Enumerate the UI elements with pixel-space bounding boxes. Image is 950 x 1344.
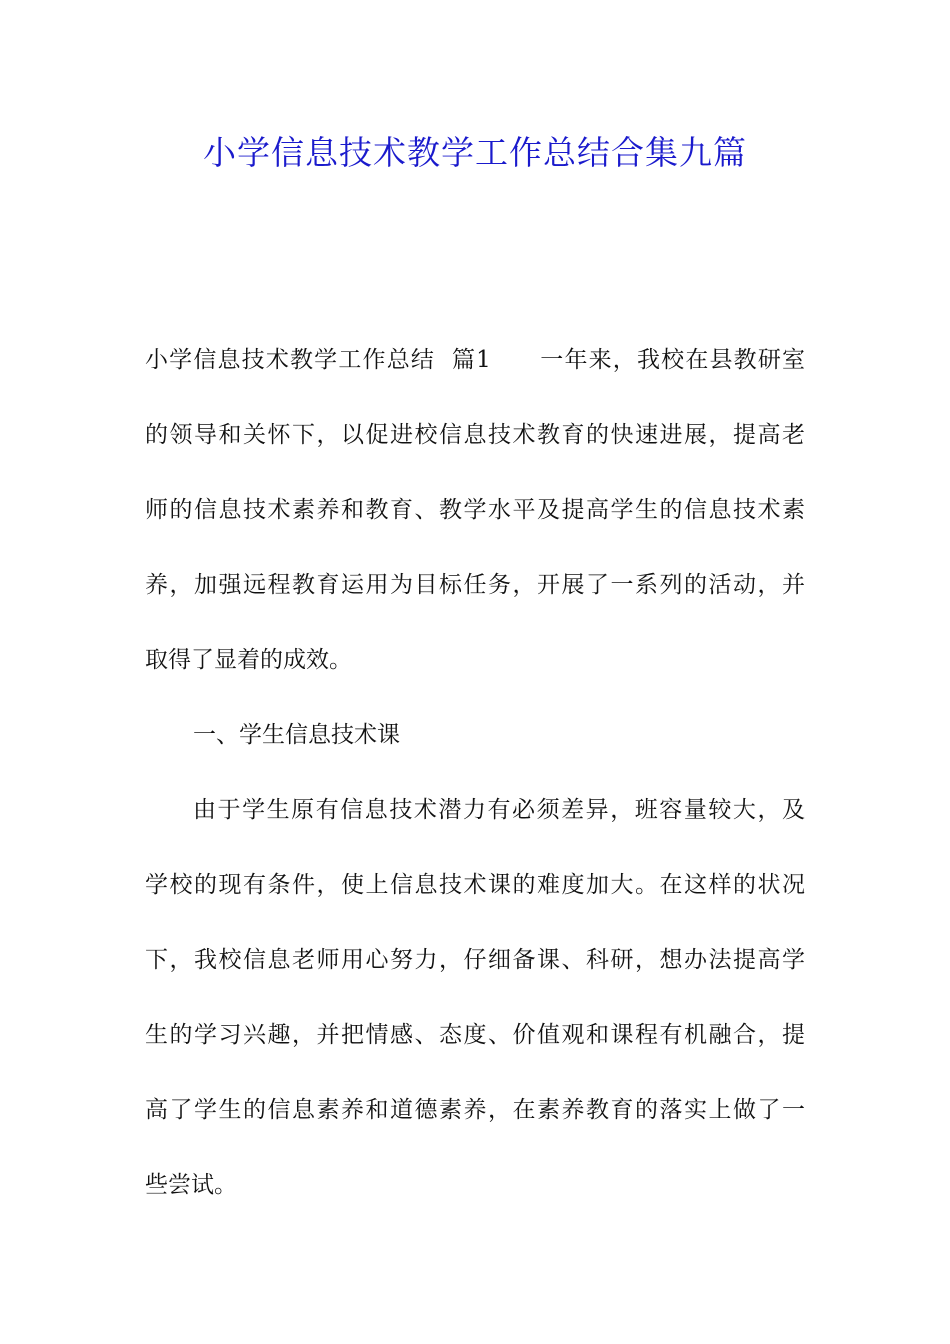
paragraph-line: 下，我校信息老师用心努力，仔细备课、科研，想办法提高学 — [145, 947, 805, 973]
paragraph-line: 由于学生原有信息技术潜力有必须差异，班容量较大，及 — [193, 797, 805, 823]
paragraph-line: 高了学生的信息素养和道德素养，在素养教育的落实上做了一 — [145, 1097, 805, 1123]
paragraph-line: 学校的现有条件，使上信息技术课的难度加大。在这样的状况 — [145, 872, 805, 898]
paragraph-line: 生的学习兴趣，并把情感、态度、价值观和课程有机融合，提 — [145, 1022, 805, 1048]
section-heading: 一、学生信息技术课 — [193, 722, 400, 748]
paragraph-line: 的领导和关怀下，以促进校信息技术教育的快速进展，提高老 — [145, 422, 805, 448]
paragraph-line: 养，加强远程教育运用为目标任务，开展了一系列的活动，并 — [145, 572, 805, 598]
document-title: 小学信息技术教学工作总结合集九篇 — [203, 133, 747, 172]
paragraph-line: 小学信息技术教学工作总结 篇1 一年来，我校在县教研室 — [145, 347, 805, 373]
paragraph-line: 些尝试。 — [145, 1172, 237, 1198]
paragraph-line: 师的信息技术素养和教育、教学水平及提高学生的信息技术素 — [145, 497, 805, 523]
paragraph-line: 取得了显着的成效。 — [145, 647, 352, 673]
